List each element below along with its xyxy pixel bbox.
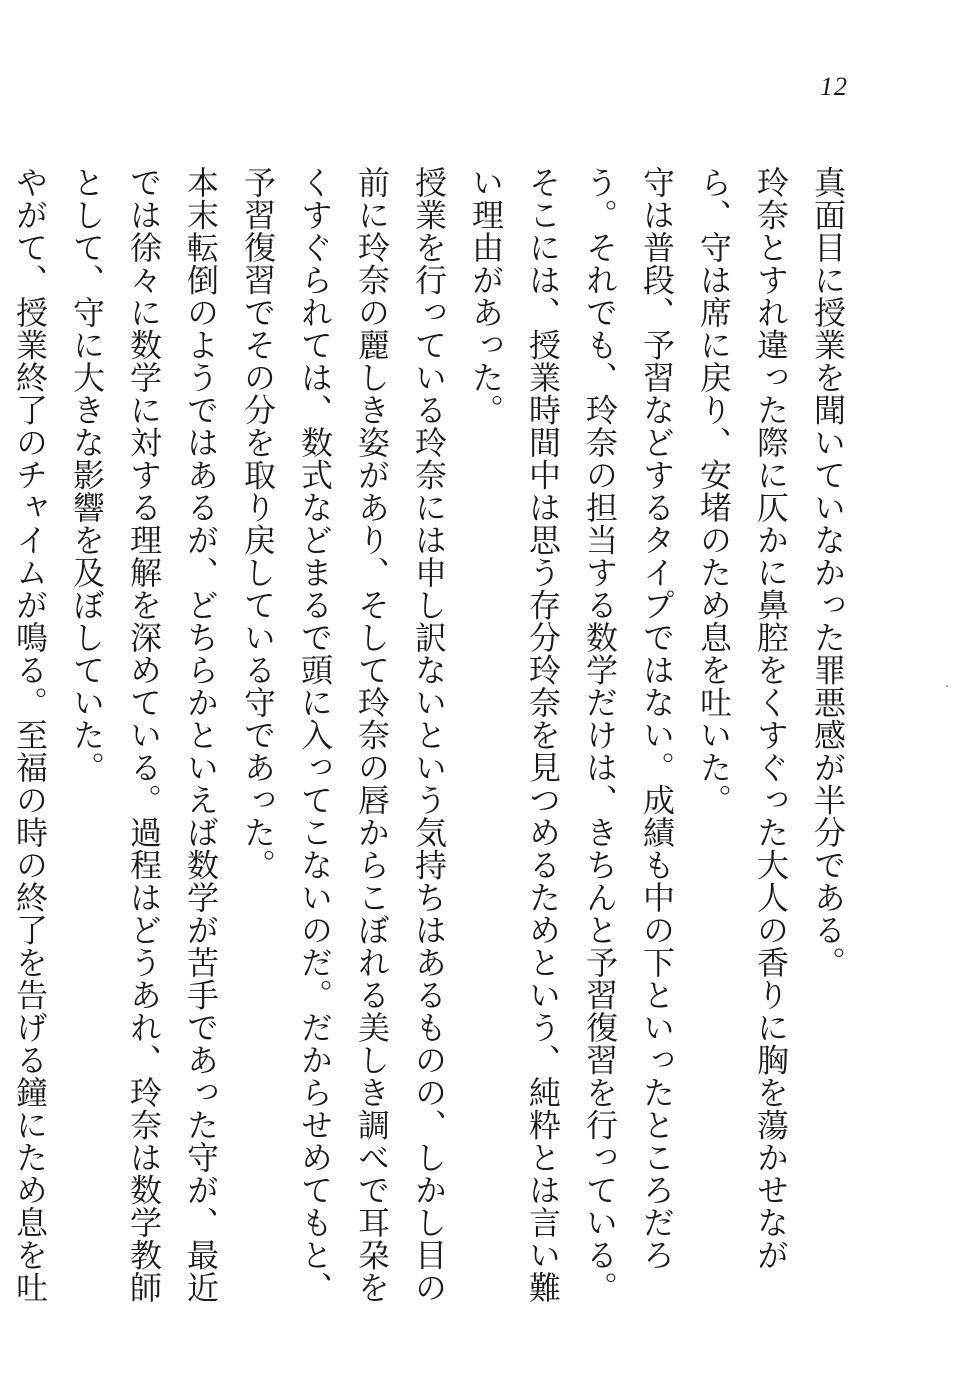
paragraph-1: 真面目に授業を聞いていなかった罪悪感が半分である。 xyxy=(809,166,847,979)
paragraph-2: 玲奈とすれ違った際に仄かに鼻腔をくすぐった大人の香りに胸を蕩かせながら、守は席に戻り、安堵のため息を吐いた。 xyxy=(695,166,790,1271)
paragraph-4: 授業を行っている玲奈には申し訳ないという気持ちはあるものの、しかし目の前に玲奈の麗しき姿があり、そして玲奈の唇からこぼれる美しき調べで耳朶をくすぐられては、数式などまるで頭に入ってこないのだ。だからせめてもと、予習復習でその分を取り戻している守であった。 xyxy=(239,166,448,1304)
paragraph-6: やがて、授業終了のチャイムが鳴る。至福の時の終了を告げる鐘にため息を吐 xyxy=(11,166,49,1304)
novel-text xyxy=(0,166,856,1316)
page-number: 12 xyxy=(820,72,848,101)
scan-speck xyxy=(946,685,948,687)
paragraph-5: 本末転倒のようではあるが、どちらかといえば数学が苦手であった守が、最近では徐々に数学に対する理解を深めている。過程はどうあれ、玲奈は数学教師として、守に大きな影響を及ぼしていた。 xyxy=(68,166,220,1304)
paragraph-3: 守は普段、予習などするタイプではない。成績も中の下といったところだろう。それでも、玲奈の担当する数学だけは、きちんと予習復習を行っている。そこには、授業時間中は思う存分玲奈を見つめるためという、純粋とは言い難い理由があった。 xyxy=(467,166,676,1304)
